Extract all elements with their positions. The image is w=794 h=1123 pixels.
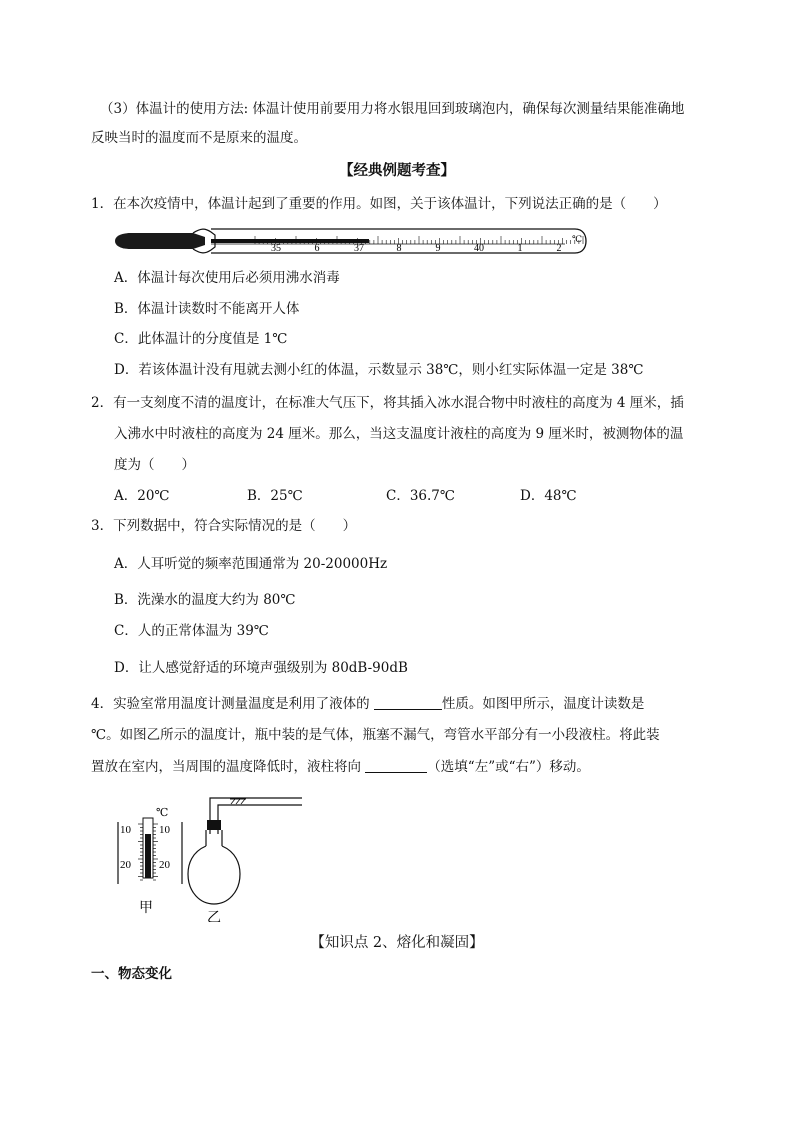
jia-unit: ℃ [156, 807, 169, 819]
q2-option-c: C．36.7℃ [386, 488, 455, 504]
q4-line-2: ℃。如图乙所示的温度计，瓶中装的是气体，瓶塞不漏气，弯管水平部分有一小段液柱。将此装 [91, 727, 660, 743]
q4-line-1-start: 4．实验室常用温度计测量温度是利用了液体的 [91, 696, 374, 712]
q3-stem: 3．下列数据中，符合实际情况的是（ ） [91, 518, 357, 534]
jia-label-20-right: 20 [159, 859, 170, 871]
q4-blank-1[interactable] [374, 695, 442, 710]
heading-state-change: 一、物态变化 [91, 966, 172, 982]
therm-unit: ℃ [572, 234, 583, 244]
liquid-segment [230, 799, 246, 804]
q2-line-1: 2．有一支刻度不清的温度计，在标准大气压下，将其插入冰水混合物中时液柱的高度为 4 厘米，插 [91, 395, 684, 411]
q2-option-b: B．25℃ [247, 488, 303, 504]
yi-caption: 乙 [207, 911, 221, 922]
jia-caption: 甲 [139, 901, 153, 916]
therm-label: 40 [474, 243, 484, 254]
q4-line-3-end: （选填“左”或“右”）移动。 [427, 759, 590, 775]
liquid-column [145, 834, 151, 878]
flask-bulb [188, 846, 240, 904]
therm-label: 35 [271, 243, 281, 254]
therm-label: 8 [396, 243, 402, 254]
flask-stopper [207, 820, 221, 830]
jia-label-10-right: 10 [159, 824, 170, 836]
therm-label: 1 [517, 243, 523, 254]
therm-label: 9 [435, 243, 441, 254]
thermometer-scale-ticks [255, 236, 583, 244]
intro-line-1: （3）体温计的使用方法: 体温计使用前要用力将水银甩回到玻璃泡内，确保每次测量结果能准确地 [100, 101, 685, 117]
q1-option-c: C．此体温计的分度值是 1℃ [114, 331, 288, 347]
jia-label-10-left: 10 [120, 824, 131, 836]
thermometer-bulb [115, 233, 205, 249]
therm-label: 2 [556, 243, 562, 254]
q2-option-a: A．20℃ [114, 488, 170, 504]
section-title-examples: 【经典例题考查】 [339, 162, 455, 179]
figure-jia-lab-thermometer [110, 804, 190, 924]
therm-label: 37 [354, 243, 364, 254]
figure-yi-gas-thermometer [186, 792, 306, 922]
q3-option-d: D．让人感觉舒适的环境声强级别为 80dB-90dB [114, 660, 408, 676]
q4-line-1 [91, 694, 644, 714]
section-title-knowledge-point-2: 【知识点 2、熔化和凝固】 [310, 935, 484, 951]
q3-option-b: B．洗澡水的温度大约为 80℃ [114, 592, 296, 608]
clinical-thermometer-figure [113, 226, 588, 256]
jia-label-20-left: 20 [120, 859, 131, 871]
q4-blank-2[interactable] [365, 758, 427, 773]
q3-option-c: C．人的正常体温为 39℃ [114, 623, 269, 639]
q4-line-3-start: 置放在室内，当周围的温度降低时，液柱将向 [91, 759, 366, 775]
q2-line-2: 入沸水中时液柱的高度为 24 厘米。那么，当这支温度计液柱的高度为 9 厘米时，被测物体的温 [114, 426, 684, 442]
q1-option-a: A．体温计每次使用后必须用沸水消毒 [114, 270, 340, 286]
q4-line-1-end: 性质。如图甲所示，温度计读数是 [441, 696, 645, 712]
intro-line-2: 反映当时的温度而不是原来的温度。 [91, 130, 307, 146]
q2-option-d: D．48℃ [520, 488, 577, 504]
q1-option-d: D．若该体温计没有甩就去测小红的体温，示数显示 38℃，则小红实际体温一定是 38℃ [114, 362, 644, 378]
q1-option-b: B．体温计读数时不能离开人体 [114, 301, 300, 317]
therm-label: 6 [314, 243, 320, 254]
q4-line-3 [91, 757, 590, 777]
q1-stem: 1．在本次疫情中，体温计起到了重要的作用。如图，关于该体温计，下列说法正确的是（ ） [91, 196, 667, 212]
q2-line-3: 度为（ ） [114, 457, 195, 473]
q3-option-a: A．人耳听觉的频率范围通常为 20-20000Hz [114, 556, 388, 572]
